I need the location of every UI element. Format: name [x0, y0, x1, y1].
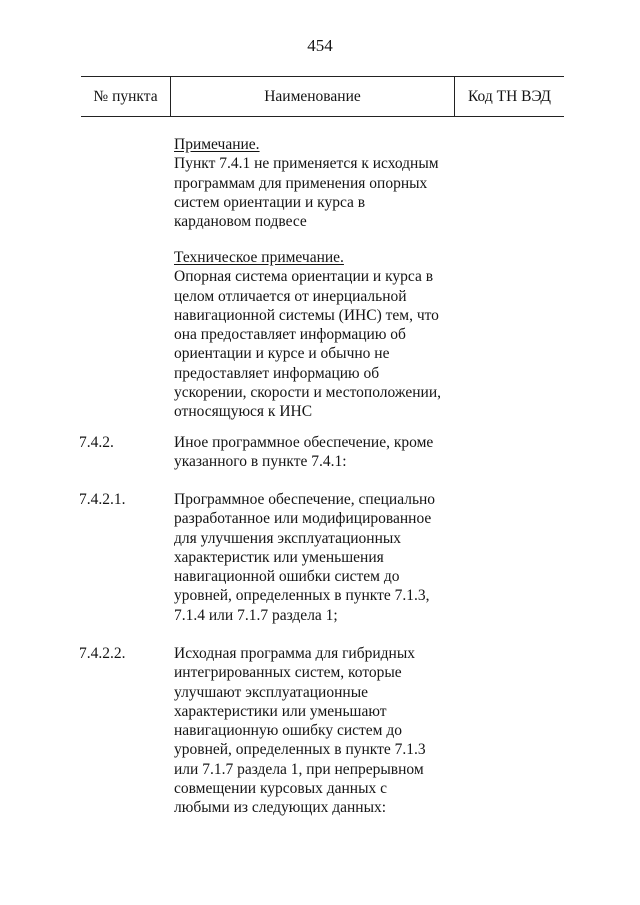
note-title: Примечание. [174, 136, 260, 153]
item-number: 7.4.2. [79, 434, 114, 451]
note-line: Пункт 7.4.1 не применяется к исходным [174, 155, 439, 173]
note-line: систем ориентации и курса в [174, 193, 366, 211]
table-header [81, 76, 564, 117]
item-line: Программное обеспечение, специально [174, 491, 436, 508]
tech-note-line: она предоставляет информацию об [174, 326, 406, 344]
item-line: характеристик или уменьшения [174, 548, 384, 566]
item-line: уровней, определенных в пункте 7.1.3, [174, 587, 430, 605]
tech-note-line: предоставляет информацию об [174, 364, 380, 382]
tech-note-line: ориентации и курсе и обычно не [174, 345, 390, 363]
item-line: навигационную ошибку систем до [174, 722, 402, 740]
item-text [174, 644, 474, 818]
item-line: навигационной ошибки систем до [174, 568, 400, 586]
item-line: или 7.1.7 раздела 1, при непрерывном [174, 760, 424, 778]
item-number: 7.4.2.2. [79, 645, 126, 662]
item-number: 7.4.2.1. [79, 491, 126, 508]
item-text [174, 433, 474, 472]
item-line: разработанное или модифицированное [174, 510, 432, 528]
tech-note-line: Опорная система ориентации и курса в [174, 268, 434, 286]
item-line: интегрированных систем, которые [174, 664, 402, 682]
tech-note-line: навигационной системы (ИНС) тем, что [174, 306, 439, 324]
item-text [174, 490, 474, 625]
note-line: программам для применения опорных [174, 174, 428, 192]
page-number: 454 [307, 36, 333, 55]
item-line: Исходная программа для гибридных [174, 645, 415, 662]
item-line: улучшают эксплуатационные [174, 683, 368, 701]
header-code: Код ТН ВЭД [467, 87, 551, 105]
item-line: Иное программное обеспечение, кроме [174, 434, 434, 451]
note-line: кардановом подвесе [174, 213, 307, 231]
item-line: указанного в пункте 7.4.1: [174, 453, 347, 471]
header-item-number: № пункта [81, 77, 171, 116]
item-line: 7.1.4 или 7.1.7 раздела 1; [174, 606, 338, 624]
note-block [174, 135, 474, 231]
tech-note-block [174, 248, 474, 422]
item-line: уровней, определенных в пункте 7.1.3 [174, 741, 426, 759]
tech-note-title: Техническое примечание. [174, 249, 344, 266]
tech-note-line: целом отличается от инерциальной [174, 287, 407, 305]
item-line: любыми из следующих данных: [174, 799, 387, 817]
tech-note-line: относящуюся к ИНС [174, 403, 313, 421]
tech-note-line: ускорении, скорости и местоположении, [174, 384, 441, 402]
item-line: для улучшения эксплуатационных [174, 529, 402, 547]
header-name: Наименование [171, 77, 455, 116]
item-line: совмещении курсовых данных с [174, 780, 388, 798]
item-line: характеристики или уменьшают [174, 702, 387, 720]
